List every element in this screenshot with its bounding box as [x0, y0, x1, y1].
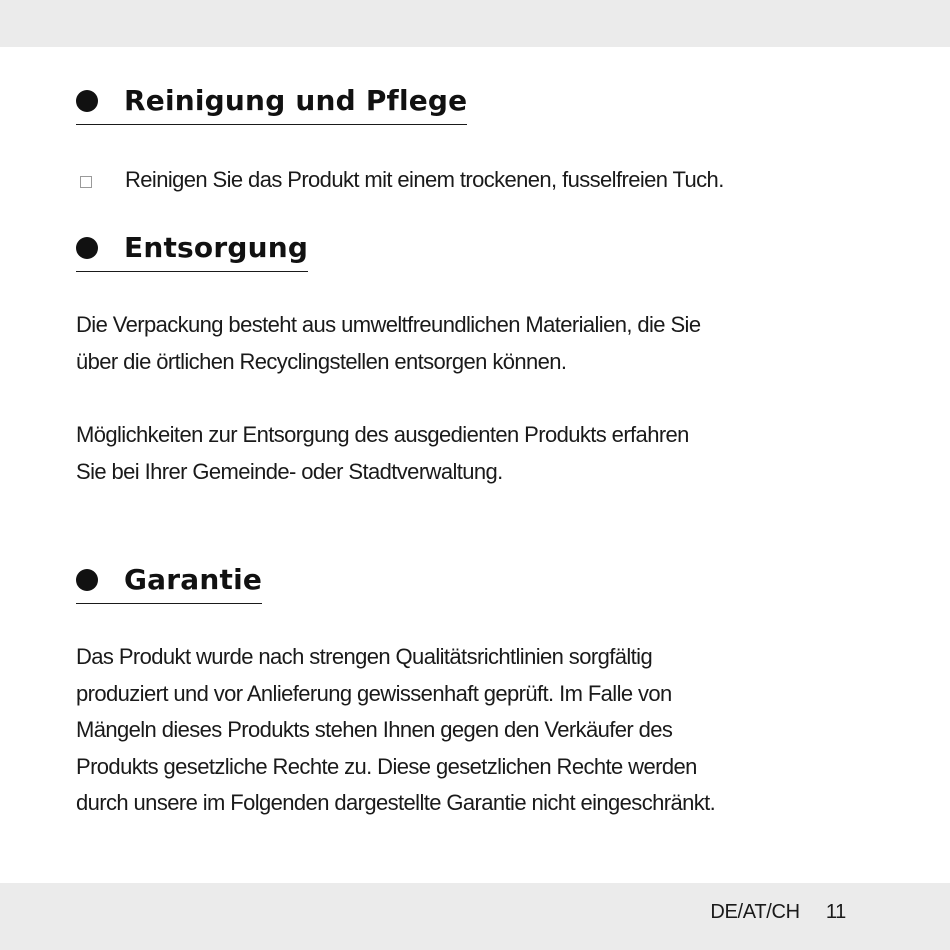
page-top-band	[0, 0, 950, 47]
page-number: 11	[825, 900, 846, 923]
section-title: Reinigung und Pflege	[124, 84, 468, 117]
paragraph-line: Die Verpackung besteht aus umweltfreundlichen Materialien, die Sie	[76, 312, 701, 337]
section-title: Garantie	[124, 563, 263, 596]
paragraph-line: Mängeln dieses Produkts stehen Ihnen gegen den Verkäufer des	[76, 717, 673, 742]
section-heading-disposal	[76, 229, 308, 272]
bullet-dot-icon	[76, 237, 98, 259]
paragraph-line: produziert und vor Anlieferung gewissenhaft geprüft. Im Falle von	[76, 680, 672, 706]
bullet-dot-icon	[76, 569, 98, 591]
disposal-paragraph-packaging	[76, 307, 876, 380]
paragraph-line: durch unsere im Folgenden dargestellte Garantie nicht eingeschränkt.	[76, 790, 716, 815]
paragraph-line: Produkts gesetzliche Rechte zu. Diese gesetzlichen Rechte werden	[76, 753, 697, 779]
section-heading-cleaning	[76, 82, 467, 125]
paragraph-line: Das Produkt wurde nach strengen Qualitätsrichtlinien sorgfältig	[76, 644, 653, 669]
disposal-paragraph-product	[76, 417, 876, 490]
footer-region: DE/AT/CH	[710, 900, 800, 923]
checkbox-bullet-icon	[80, 176, 92, 188]
paragraph-line: über die örtlichen Recyclingstellen entsorgen können.	[76, 348, 567, 374]
section-heading-warranty	[76, 561, 262, 604]
cleaning-instruction	[76, 162, 724, 198]
section-title: Entsorgung	[124, 231, 309, 264]
paragraph-line: Sie bei Ihrer Gemeinde- oder Stadtverwaltung.	[76, 458, 503, 484]
warranty-paragraph	[76, 639, 876, 822]
cleaning-instruction-text: Reinigen Sie das Produkt mit einem trockenen, fusselfreien Tuch.	[125, 167, 724, 192]
page-footer	[710, 897, 846, 927]
paragraph-line: Möglichkeiten zur Entsorgung des ausgedienten Produkts erfahren	[76, 422, 689, 447]
bullet-dot-icon	[76, 90, 98, 112]
